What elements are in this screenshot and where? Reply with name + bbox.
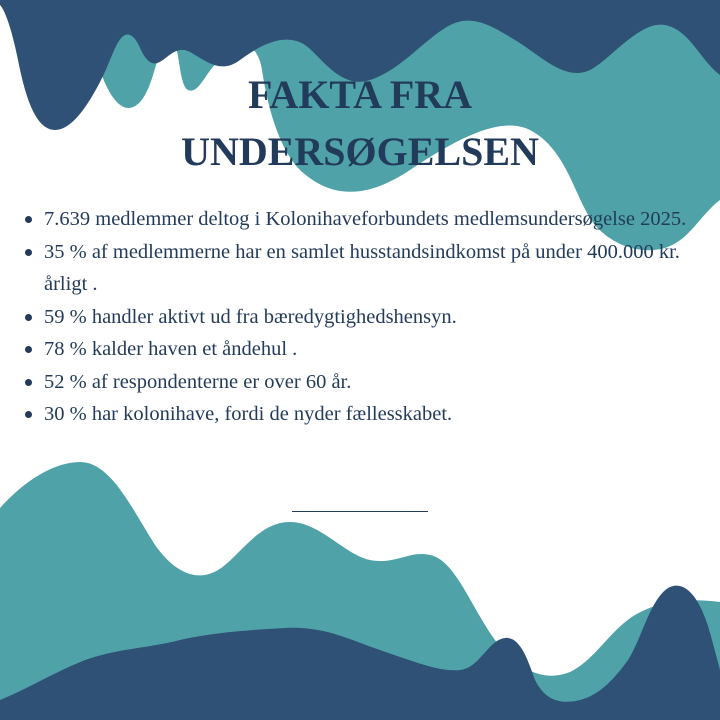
fact-text: 52 % af respondenterne er over 60 år. (44, 370, 352, 393)
list-item (24, 366, 694, 399)
fact-text: 7.639 medlemmer deltog i Kolonihaveforbundets medlemsundersøgelse 2025. (44, 208, 687, 230)
bullet-icon (25, 216, 32, 223)
fact-text: 35 % af medlemmerne har en samlet husstandsindkomst på under 400.000 kr. årligt . (44, 240, 680, 295)
bullet-icon (25, 314, 32, 321)
fact-text: 59 % handler aktivt ud fra bæredygtighedshensyn. (44, 305, 457, 328)
list-item (24, 236, 694, 301)
fact-text: 30 % har kolonihave, fordi de nyder fællesskabet. (44, 403, 453, 425)
bullet-icon (25, 379, 32, 386)
facts-list (24, 203, 694, 431)
fact-text: 78 % kalder haven et åndehul . (44, 338, 298, 360)
divider-line (292, 511, 428, 512)
list-item (24, 301, 694, 334)
title-line-2: UNDERSØGELSEN (181, 129, 539, 174)
list-item (24, 333, 694, 366)
title-line-1: FAKTA FRA (247, 72, 473, 117)
list-item (24, 203, 694, 236)
list-item (24, 398, 694, 431)
bullet-icon (25, 411, 32, 418)
bullet-icon (25, 346, 32, 353)
bullet-icon (25, 249, 32, 256)
page-title (60, 66, 660, 180)
